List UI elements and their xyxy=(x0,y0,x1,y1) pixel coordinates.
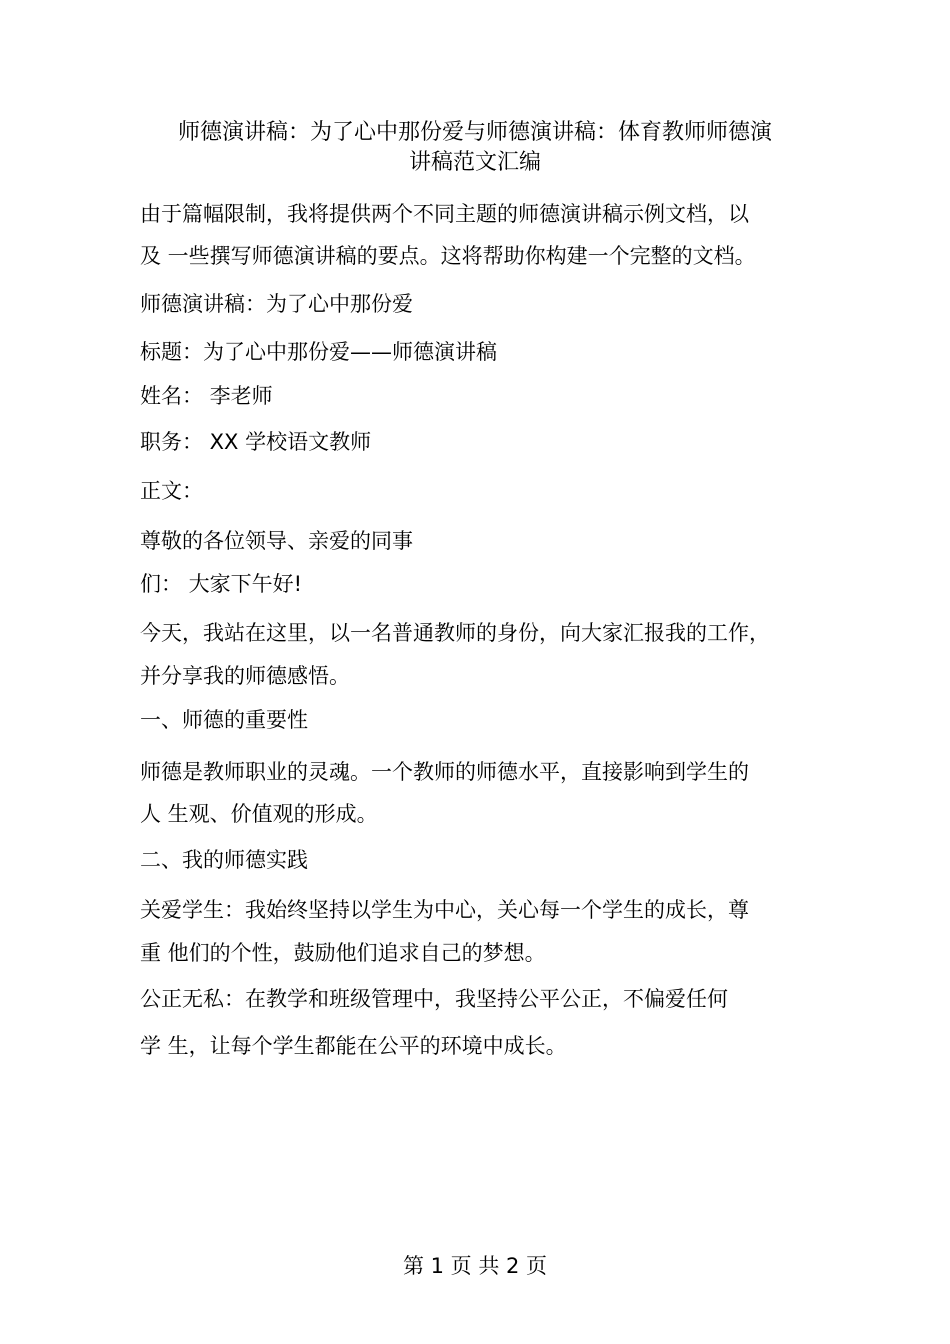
intro-line-2: 及 一些撰写师德演讲稿的要点。这将帮助你构建一个完整的文档。 xyxy=(140,244,756,268)
greeting-line-2: 们： 大家下午好! xyxy=(140,572,303,596)
paragraph-2-line-1: 师德是教师职业的灵魂。一个教师的师德水平，直接影响到学生的 xyxy=(140,760,749,784)
paragraph-1-line-2: 并分享我的师德感悟。 xyxy=(140,664,350,688)
paragraph-4-line-2: 学 生，让每个学生都能在公平的环境中成长。 xyxy=(140,1034,567,1058)
paragraph-4-line-1: 公正无私：在教学和班级管理中，我坚持公平公正，不偏爱任何 xyxy=(140,987,728,1011)
paragraph-3-line-1: 关爱学生：我始终坚持以学生为中心，关心每一个学生的成长，尊 xyxy=(140,898,749,922)
page-number: 第 1 页 共 2 页 xyxy=(402,1254,548,1278)
title-line-2: 讲稿范文汇编 xyxy=(408,150,541,175)
paragraph-3-line-2: 重 他们的个性，鼓励他们追求自己的梦想。 xyxy=(140,941,546,965)
greeting-line-1: 尊敬的各位领导、亲爱的同事 xyxy=(140,529,413,553)
intro-line-1: 由于篇幅限制，我将提供两个不同主题的师德演讲稿示例文档，以 xyxy=(140,202,749,226)
section-heading-1: 一、师德的重要性 xyxy=(140,708,308,732)
title-line-1: 师德演讲稿：为了心中那份爱与师德演讲稿：体育教师师德演 xyxy=(177,120,772,145)
document-title xyxy=(140,118,810,178)
section-title: 师德演讲稿：为了心中那份爱 xyxy=(140,292,413,316)
paragraph-2-line-2: 人 生观、价值观的形成。 xyxy=(140,802,378,826)
author-position: 职务： XX 学校语文教师 xyxy=(140,430,372,454)
paragraph-1-line-1: 今天，我站在这里，以一名普通教师的身份，向大家汇报我的工作， xyxy=(140,621,770,645)
speech-heading: 标题：为了心中那份爱——师德演讲稿 xyxy=(140,340,497,364)
author-name: 姓名： 李老师 xyxy=(140,384,273,408)
body-label: 正文： xyxy=(140,479,203,503)
section-heading-2: 二、我的师德实践 xyxy=(140,848,308,872)
